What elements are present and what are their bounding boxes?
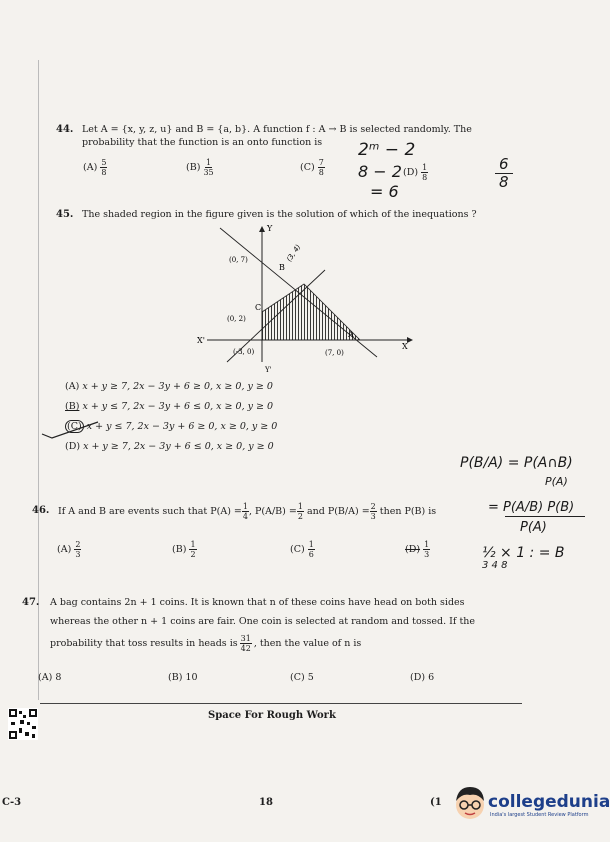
point-c-label: C bbox=[255, 303, 262, 312]
q46-number: 46. bbox=[32, 505, 50, 516]
numerator: 31 bbox=[240, 634, 251, 643]
shaded-region bbox=[262, 284, 360, 340]
q46-text bbox=[58, 502, 436, 521]
q44-option-b[interactable] bbox=[186, 158, 214, 177]
option-text: x + y ≤ 7, 2x − 3y + 6 ≥ 0, x ≥ 0, y ≥ 0 bbox=[86, 421, 278, 432]
option-label: (B) bbox=[65, 401, 80, 412]
booklet-code: C-3 bbox=[2, 797, 22, 808]
q46-option-a[interactable] bbox=[57, 540, 81, 559]
q44-handwritten-fraction bbox=[495, 156, 513, 191]
q44-text-line2: probability that the function is an onto function is bbox=[82, 137, 323, 148]
fraction bbox=[100, 158, 107, 177]
q46-handwritten-2: = P(A/B) P(B) bbox=[488, 500, 575, 515]
q44-handwritten-1: 2ᵐ − 2 bbox=[358, 140, 416, 160]
denominator: 4 bbox=[242, 512, 248, 521]
fraction-pab bbox=[297, 502, 304, 521]
q47-option-c[interactable] bbox=[290, 672, 314, 683]
fraction bbox=[318, 158, 325, 177]
option-text: 10 bbox=[185, 672, 198, 683]
option-label: (C) bbox=[67, 421, 82, 432]
qr-code-icon bbox=[8, 708, 38, 740]
q45-option-d[interactable] bbox=[65, 441, 274, 452]
denominator: 2 bbox=[190, 550, 196, 559]
q45-text: The shaded region in the figure given is the solution of which of the inequations ? bbox=[82, 209, 477, 220]
q45-graph bbox=[195, 222, 425, 377]
denominator: 3 bbox=[75, 550, 81, 559]
q46-option-b[interactable] bbox=[172, 540, 197, 559]
page-number: 18 bbox=[259, 797, 273, 808]
y-neg-label: Y' bbox=[265, 366, 272, 374]
q46-handwritten-1: P(B/A) = P(A∩B) bbox=[460, 455, 573, 471]
right-mark: (1 bbox=[430, 797, 442, 808]
q44-option-c[interactable] bbox=[300, 158, 325, 177]
q47-line2: whereas the other n + 1 coins are fair. One coin is selected at random and tossed. If the bbox=[50, 616, 476, 627]
fraction bbox=[203, 158, 213, 177]
option-label: (B) bbox=[168, 672, 183, 683]
fraction-pba bbox=[370, 502, 377, 521]
q45-number: 45. bbox=[56, 209, 74, 220]
point-0-2-label: (0, 2) bbox=[227, 315, 246, 323]
q44-number: 44. bbox=[56, 124, 74, 135]
numerator: 1 bbox=[190, 540, 196, 549]
option-label: (D) bbox=[403, 167, 419, 178]
point-7-0-label: (7, 0) bbox=[325, 349, 344, 357]
point-m3-0-label: (-3, 0) bbox=[233, 348, 255, 356]
denominator: 8 bbox=[318, 168, 324, 177]
numerator: 7 bbox=[318, 158, 324, 167]
option-label: (D) bbox=[405, 544, 421, 555]
q47-option-a[interactable] bbox=[38, 672, 61, 683]
point-0-7-label: (0, 7) bbox=[229, 256, 248, 264]
x-arrow bbox=[407, 337, 413, 343]
logo-tagline: India's largest Student Review Platform bbox=[490, 812, 589, 818]
q46-text-a: If A and B are events such that P(A) = bbox=[58, 505, 242, 517]
numerator: 1 bbox=[205, 158, 212, 167]
option-label: (A) bbox=[38, 672, 53, 683]
q46-fraction-bar bbox=[505, 516, 585, 517]
option-label: (D) bbox=[410, 672, 426, 683]
point-b-label: B bbox=[279, 263, 285, 272]
denominator: 42 bbox=[240, 644, 251, 653]
option-label: (D) bbox=[65, 441, 81, 452]
numerator: 1 bbox=[242, 502, 248, 511]
q47-number: 47. bbox=[22, 597, 40, 608]
fraction bbox=[421, 163, 428, 182]
option-text: x + y ≥ 7, 2x − 3y + 6 ≥ 0, x ≥ 0, y ≥ 0 bbox=[82, 381, 273, 392]
denominator: 3 bbox=[370, 512, 376, 521]
option-text: 6 bbox=[428, 672, 435, 683]
y-arrow bbox=[259, 226, 265, 232]
option-text: 8 bbox=[55, 672, 62, 683]
q47-line3-a: probability that toss results in heads is bbox=[50, 637, 238, 649]
numerator: 1 bbox=[424, 540, 430, 549]
q45-option-a[interactable] bbox=[65, 381, 273, 392]
q47-option-d[interactable] bbox=[410, 672, 434, 683]
numerator: 6 bbox=[495, 156, 513, 174]
option-label: (B) bbox=[186, 162, 201, 173]
numerator: 1 bbox=[297, 502, 303, 511]
option-label: (C) bbox=[290, 544, 305, 555]
fraction bbox=[423, 540, 430, 559]
numerator: 2 bbox=[75, 540, 81, 549]
q44-text-line1: Let A = {x, y, z, u} and B = {a, b}. A function f : A → B is selected randomly. The bbox=[82, 124, 472, 135]
fraction bbox=[74, 540, 81, 559]
handwritten-b-coord: (3, 4) bbox=[285, 243, 303, 264]
denominator: 6 bbox=[308, 550, 314, 559]
denominator: 8 bbox=[101, 168, 107, 177]
option-text: x + y ≥ 7, 2x − 3y + 6 ≤ 0, x ≥ 0, y ≥ 0 bbox=[83, 441, 274, 452]
q46-handwritten-3: ½ × 1 : = B bbox=[482, 545, 565, 561]
option-label: (C) bbox=[290, 672, 305, 683]
option-label: (A) bbox=[65, 381, 80, 392]
fraction bbox=[308, 540, 315, 559]
option-label: (A) bbox=[57, 544, 72, 555]
q46-handwritten-3b: 3 4 8 bbox=[482, 560, 508, 571]
q46-option-d[interactable] bbox=[405, 540, 430, 559]
q44-option-a[interactable] bbox=[83, 158, 107, 177]
numerator: 2 bbox=[370, 502, 376, 511]
option-text: x + y ≤ 7, 2x − 3y + 6 ≤ 0, x ≥ 0, y ≥ 0 bbox=[82, 401, 274, 412]
q44-option-d[interactable] bbox=[403, 163, 428, 182]
option-label: (A) bbox=[83, 162, 98, 173]
denominator: 8 bbox=[422, 173, 428, 182]
q46-handwritten-2b: P(A) bbox=[520, 520, 547, 535]
q46-handwritten-1b: P(A) bbox=[545, 475, 568, 488]
denominator: 3 bbox=[424, 550, 430, 559]
y-axis-label: Y bbox=[267, 224, 273, 233]
fraction-pa bbox=[242, 502, 249, 521]
fraction bbox=[189, 540, 196, 559]
fraction bbox=[240, 634, 252, 653]
q47-line3 bbox=[50, 634, 361, 653]
q46-text-b: , P(A/B) = bbox=[248, 505, 297, 517]
option-text: 5 bbox=[307, 672, 314, 683]
denominator: 2 bbox=[297, 512, 303, 521]
option-label: (C) bbox=[300, 162, 315, 173]
q45-option-b[interactable] bbox=[65, 401, 273, 412]
denominator: 8 bbox=[499, 173, 509, 191]
numerator: 1 bbox=[422, 163, 428, 172]
collegedunia-mascot-icon bbox=[453, 783, 487, 823]
option-label: (B) bbox=[172, 544, 187, 555]
numerator: 5 bbox=[101, 158, 107, 167]
rough-work-label: Space For Rough Work bbox=[208, 710, 336, 721]
q46-text-c: and P(B/A) = bbox=[306, 505, 370, 517]
rough-work-divider bbox=[40, 703, 522, 704]
q45-tick-mark bbox=[40, 420, 100, 440]
point-a-label: A bbox=[348, 330, 354, 339]
q46-text-d: then P(B) is bbox=[379, 505, 437, 517]
q44-handwritten-2: 8 − 2 bbox=[358, 162, 402, 181]
q46-option-c[interactable] bbox=[290, 540, 315, 559]
q47-line3-b: , then the value of n is bbox=[253, 637, 362, 649]
denominator: 35 bbox=[203, 168, 214, 177]
logo-name: collegedunia bbox=[488, 792, 610, 812]
x-axis-label: X bbox=[402, 342, 408, 351]
q44-handwritten-3: = 6 bbox=[370, 182, 399, 201]
q47-line1: A bag contains 2n + 1 coins. It is known that n of these coins have head on both sides bbox=[50, 597, 465, 608]
q47-option-b[interactable] bbox=[168, 672, 198, 683]
numerator: 1 bbox=[308, 540, 314, 549]
x-neg-label: X' bbox=[197, 336, 205, 345]
